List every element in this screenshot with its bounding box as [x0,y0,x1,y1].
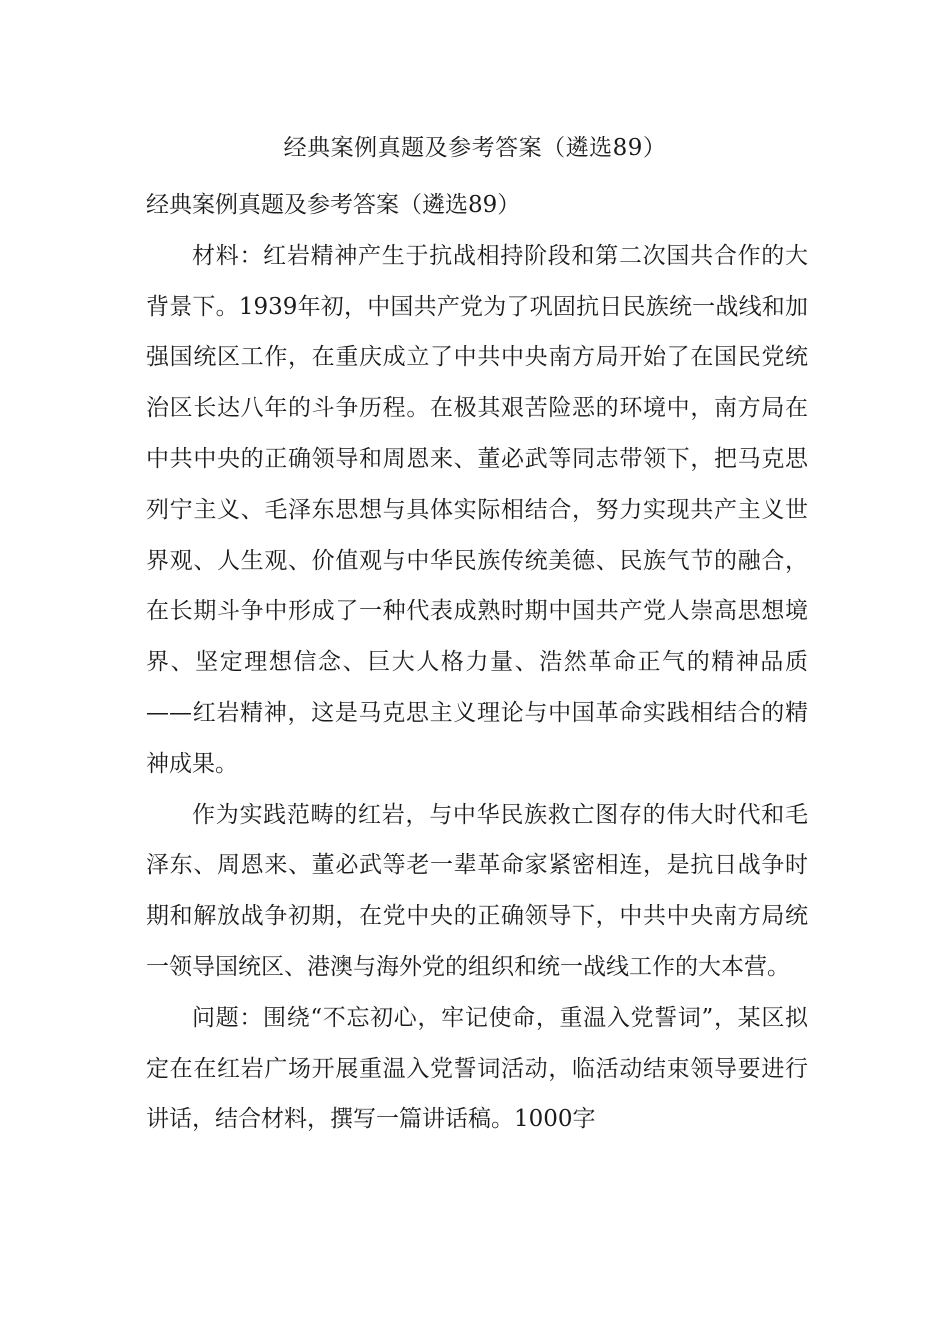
material-paragraph: 材料：红岩精神产生于抗战相持阶段和第二次国共合作的大背景下。1939年初，中国共产党为了巩固抗日民族统一战线和加强国统区工作，在重庆成立了中共中央南方局开始了在国民党统治区长达八年的斗争历程。在极其艰苦险恶的环境中，南方局在中共中央的正确领导和周恩来、董必武等同志带领下，把马克思列宁主义、毛泽东思想与具体实际相结合，努力实现共产主义世界观、人生观、价值观与中华民族传统美德、民族气节的融合，在长期斗争中形成了一种代表成熟时期中国共产党人崇高思想境界、坚定理想信念、巨大人格力量、浩然革命正气的精神品质——红岩精神，这是马克思主义理论与中国革命实践相结合的精神成果。 [146,242,808,777]
question-paragraph: 问题：围绕“不忘初心，牢记使命，重温入党誓词”，某区拟定在在红岩广场开展重温入党誓词活动，临活动结束领导要进行讲话，结合材料，撰写一篇讲话稿。1000字 [146,1004,808,1133]
document-body [146,180,808,1145]
page-title: 经典案例真题及参考答案（遴选89） [283,135,667,161]
practice-paragraph: 作为实践范畴的红岩，与中华民族救亡图存的伟大时代和毛泽东、周恩来、董必武等老一辈革命家紧密相连，是抗日战争时期和解放战争初期，在党中央的正确领导下，中共中央南方局统一领导国统区、港澳与海外党的组织和统一战线工作的大本营。 [146,801,808,980]
subtitle-line: 经典案例真题及参考答案（遴选89） [146,192,521,218]
